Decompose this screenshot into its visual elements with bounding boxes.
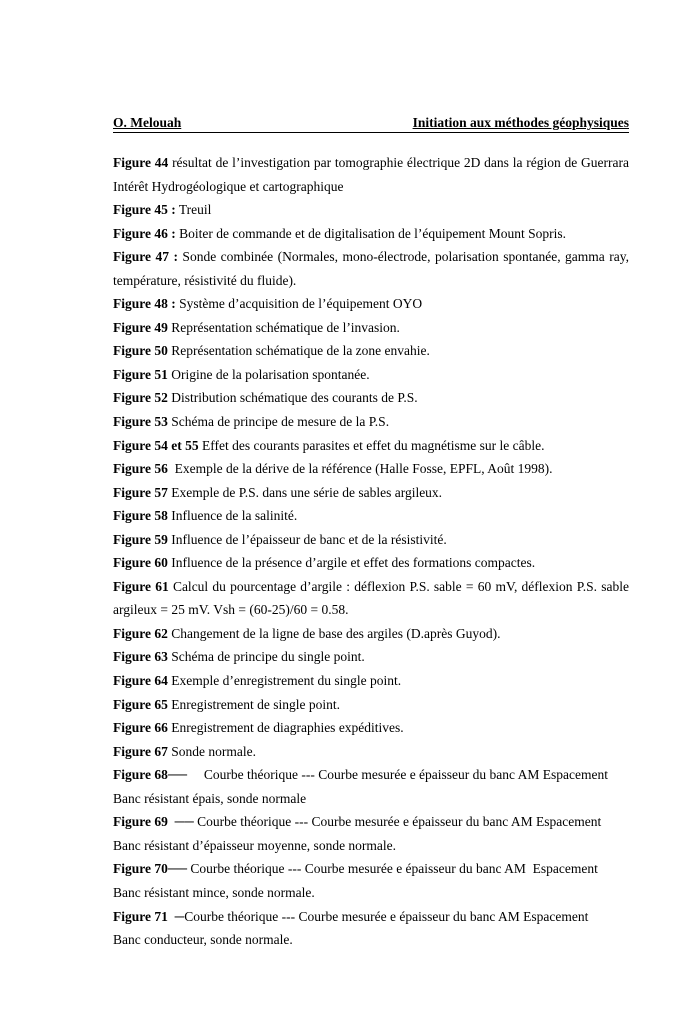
figure-caption: Treuil — [175, 202, 212, 218]
figure-caption: Enregistrement de diagraphies expéditives. — [167, 720, 404, 736]
header-title: Initiation aux méthodes géophysiques — [412, 115, 629, 130]
figure-label: Figure 45 : — [113, 202, 176, 218]
figure-entry — [113, 716, 629, 740]
figure-entry — [113, 434, 629, 458]
figure-caption: Représentation schématique de la zone envahie. — [167, 343, 430, 359]
figure-label: Figure 68 — [113, 767, 168, 783]
header-author: O. Melouah — [113, 115, 182, 130]
solid-line-legend-icon: ── — [167, 814, 194, 830]
figure-entry — [113, 528, 629, 552]
figure-entry — [113, 645, 629, 669]
page-header — [113, 114, 629, 133]
figure-caption: Effet des courants parasites et effet du magnétisme sur le câble. — [198, 437, 545, 453]
figure-entry — [113, 339, 629, 363]
figure-label: Figure 71 — [113, 908, 168, 924]
figure-entry — [113, 551, 629, 575]
figure-entry — [113, 316, 629, 340]
figure-caption: Origine de la polarisation spontanée. — [167, 366, 370, 382]
figure-label: Figure 49 — [113, 319, 168, 335]
figure-label: Figure 66 — [113, 720, 168, 736]
figure-label: Figure 62 — [113, 625, 168, 641]
figure-caption: Calcul du pourcentage d’argile : déflexion P.S. sable = 60 mV, déflexion P.S. sable argileux = 25 mV. Vsh = (60-25)/60 = 0.58. — [113, 578, 629, 618]
figure-label: Figure 63 — [113, 649, 168, 665]
figure-entry — [113, 481, 629, 505]
figure-caption: Schéma de principe de mesure de la P.S. — [167, 414, 390, 430]
figure-entry — [113, 669, 629, 693]
figure-entry — [113, 410, 629, 434]
figure-entry — [113, 151, 629, 198]
figure-entry — [113, 245, 629, 292]
figure-label: Figure 46 : — [113, 225, 176, 241]
figure-caption-continuation: Banc conducteur, sonde normale. — [113, 932, 293, 948]
figure-entry — [113, 386, 629, 410]
figure-label: Figure 54 et 55 — [113, 437, 199, 453]
figure-caption: résultat de l’investigation par tomographie électrique 2D dans la région de Guerrara Intérêt Hydrogéologique et cartographique — [113, 155, 629, 194]
figure-caption: Schéma de principe du single point. — [167, 649, 365, 665]
figure-entry — [113, 292, 629, 316]
figure-label: Figure 56 — [113, 461, 168, 477]
figure-label: Figure 47 : — [113, 249, 178, 265]
figure-entry — [113, 763, 629, 787]
figure-caption: Courbe théorique --- Courbe mesurée e épaisseur du banc AM Espacement — [187, 767, 609, 783]
figure-caption: Représentation schématique de l’invasion. — [167, 319, 400, 335]
solid-line-legend-icon: ── — [167, 767, 188, 783]
figure-entry — [113, 693, 629, 717]
figure-caption: Exemple de P.S. dans une série de sables argileux. — [167, 484, 443, 500]
figure-caption: Courbe théorique --- Courbe mesurée e épaisseur du banc AM Espacement — [187, 861, 598, 877]
solid-line-legend-icon: ── — [167, 861, 188, 877]
figure-label: Figure 69 — [113, 814, 168, 830]
figure-caption: Influence de la présence d’argile et effet des formations compactes. — [167, 555, 536, 571]
figure-label: Figure 48 : — [113, 296, 176, 312]
solid-line-legend-icon: ─ — [167, 908, 185, 924]
figure-caption: Enregistrement de single point. — [167, 696, 340, 712]
figure-entry — [113, 363, 629, 387]
figure-entry — [113, 905, 629, 929]
figure-list — [113, 151, 629, 952]
figure-caption-continuation: Banc résistant d’épaisseur moyenne, sonde normale. — [113, 837, 397, 853]
figure-label: Figure 60 — [113, 555, 168, 571]
figure-label: Figure 51 — [113, 366, 168, 382]
figure-caption: Exemple d’enregistrement du single point. — [167, 673, 402, 689]
figure-entry — [113, 740, 629, 764]
figure-caption-continuation: Banc résistant épais, sonde normale — [113, 790, 307, 806]
figure-label: Figure 61 — [113, 578, 169, 594]
figure-entry — [113, 198, 629, 222]
figure-label: Figure 58 — [113, 508, 168, 524]
figure-caption: Changement de la ligne de base des argiles (D.après Guyod). — [167, 625, 501, 641]
figure-label: Figure 64 — [113, 673, 168, 689]
figure-entry — [113, 622, 629, 646]
figure-entry — [113, 504, 629, 528]
figure-caption: Boiter de commande et de digitalisation de l’équipement Mount Sopris. — [175, 225, 567, 241]
figure-caption: Influence de l’épaisseur de banc et de la résistivité. — [167, 531, 447, 547]
figure-label: Figure 70 — [113, 861, 168, 877]
figure-entry — [113, 575, 629, 622]
figure-caption: Système d’acquisition de l’équipement OYO — [175, 296, 423, 312]
figure-entry — [113, 857, 629, 881]
figure-label: Figure 65 — [113, 696, 168, 712]
figure-caption: Influence de la salinité. — [167, 508, 298, 524]
figure-entry — [113, 457, 629, 481]
figure-caption: Courbe théorique --- Courbe mesurée e épaisseur du banc AM Espacement — [184, 908, 589, 924]
figure-entry — [113, 810, 629, 834]
figure-label: Figure 50 — [113, 343, 168, 359]
figure-entry — [113, 222, 629, 246]
figure-caption-continuation: Banc résistant mince, sonde normale. — [113, 884, 315, 900]
figure-label: Figure 44 — [113, 155, 169, 170]
figure-caption: Sonde normale. — [167, 743, 256, 759]
figure-caption: Exemple de la dérive de la référence (Halle Fosse, EPFL, Août 1998). — [167, 461, 553, 477]
figure-caption: Distribution schématique des courants de P.S. — [167, 390, 418, 406]
figure-label: Figure 67 — [113, 743, 168, 759]
figure-label: Figure 59 — [113, 531, 168, 547]
figure-caption: Courbe théorique --- Courbe mesurée e épaisseur du banc AM Espacement — [193, 814, 602, 830]
figure-label: Figure 52 — [113, 390, 168, 406]
figure-label: Figure 57 — [113, 484, 168, 500]
figure-caption: Sonde combinée (Normales, mono-électrode, polarisation spontanée, gamma ray, température, résistivité du fluide). — [113, 249, 629, 288]
figure-label: Figure 53 — [113, 414, 168, 430]
